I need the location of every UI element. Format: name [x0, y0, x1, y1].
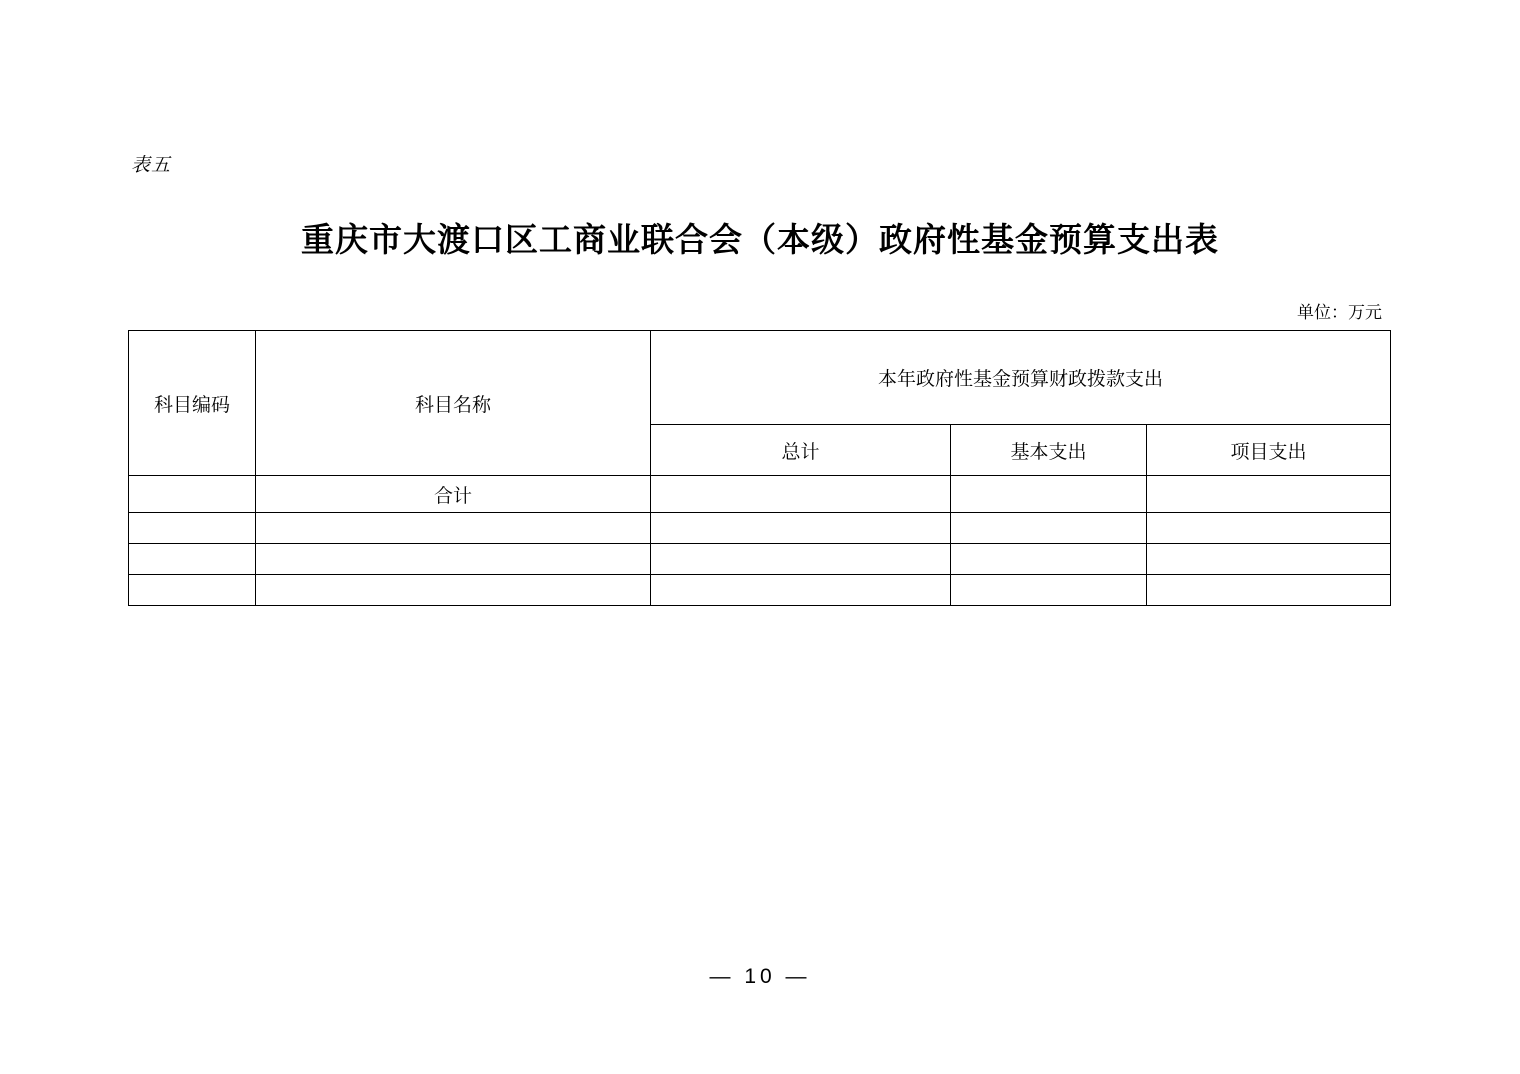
table-body: [129, 476, 1391, 606]
header-basic-expenditure: 基本支出: [951, 425, 1147, 476]
cell-summary-basic: [951, 476, 1147, 513]
budget-table: [128, 330, 1391, 606]
header-project-expenditure: 项目支出: [1147, 425, 1391, 476]
table-row-summary: [129, 476, 1391, 513]
cell-total: [651, 544, 951, 575]
table-header: [129, 331, 1391, 476]
header-total: 总计: [651, 425, 951, 476]
header-subject-code: 科目编码: [129, 331, 256, 476]
cell-summary-project: [1147, 476, 1391, 513]
budget-table-container: [128, 330, 1390, 606]
cell-basic: [951, 575, 1147, 606]
page-title: 重庆市大渡口区工商业联合会（本级）政府性基金预算支出表: [301, 223, 1219, 259]
cell-name: [256, 513, 651, 544]
cell-basic: [951, 513, 1147, 544]
cell-total: [651, 575, 951, 606]
cell-summary-total: [651, 476, 951, 513]
cell-summary-name: 合计: [256, 476, 651, 513]
cell-code: [129, 575, 256, 606]
table-header-row-1: [129, 331, 1391, 425]
cell-project: [1147, 544, 1391, 575]
cell-code: [129, 544, 256, 575]
sheet-label: 表五: [131, 155, 172, 176]
page-number: — 10 —: [709, 965, 811, 988]
table-row: [129, 544, 1391, 575]
table-row: [129, 513, 1391, 544]
cell-summary-code: [129, 476, 256, 513]
header-group-expenditure: 本年政府性基金预算财政拨款支出: [651, 331, 1391, 425]
header-subject-name: 科目名称: [256, 331, 651, 476]
cell-project: [1147, 513, 1391, 544]
cell-name: [256, 575, 651, 606]
table-row: [129, 575, 1391, 606]
cell-code: [129, 513, 256, 544]
cell-name: [256, 544, 651, 575]
cell-total: [651, 513, 951, 544]
unit-note: 单位：万元: [1297, 303, 1382, 322]
cell-project: [1147, 575, 1391, 606]
cell-basic: [951, 544, 1147, 575]
